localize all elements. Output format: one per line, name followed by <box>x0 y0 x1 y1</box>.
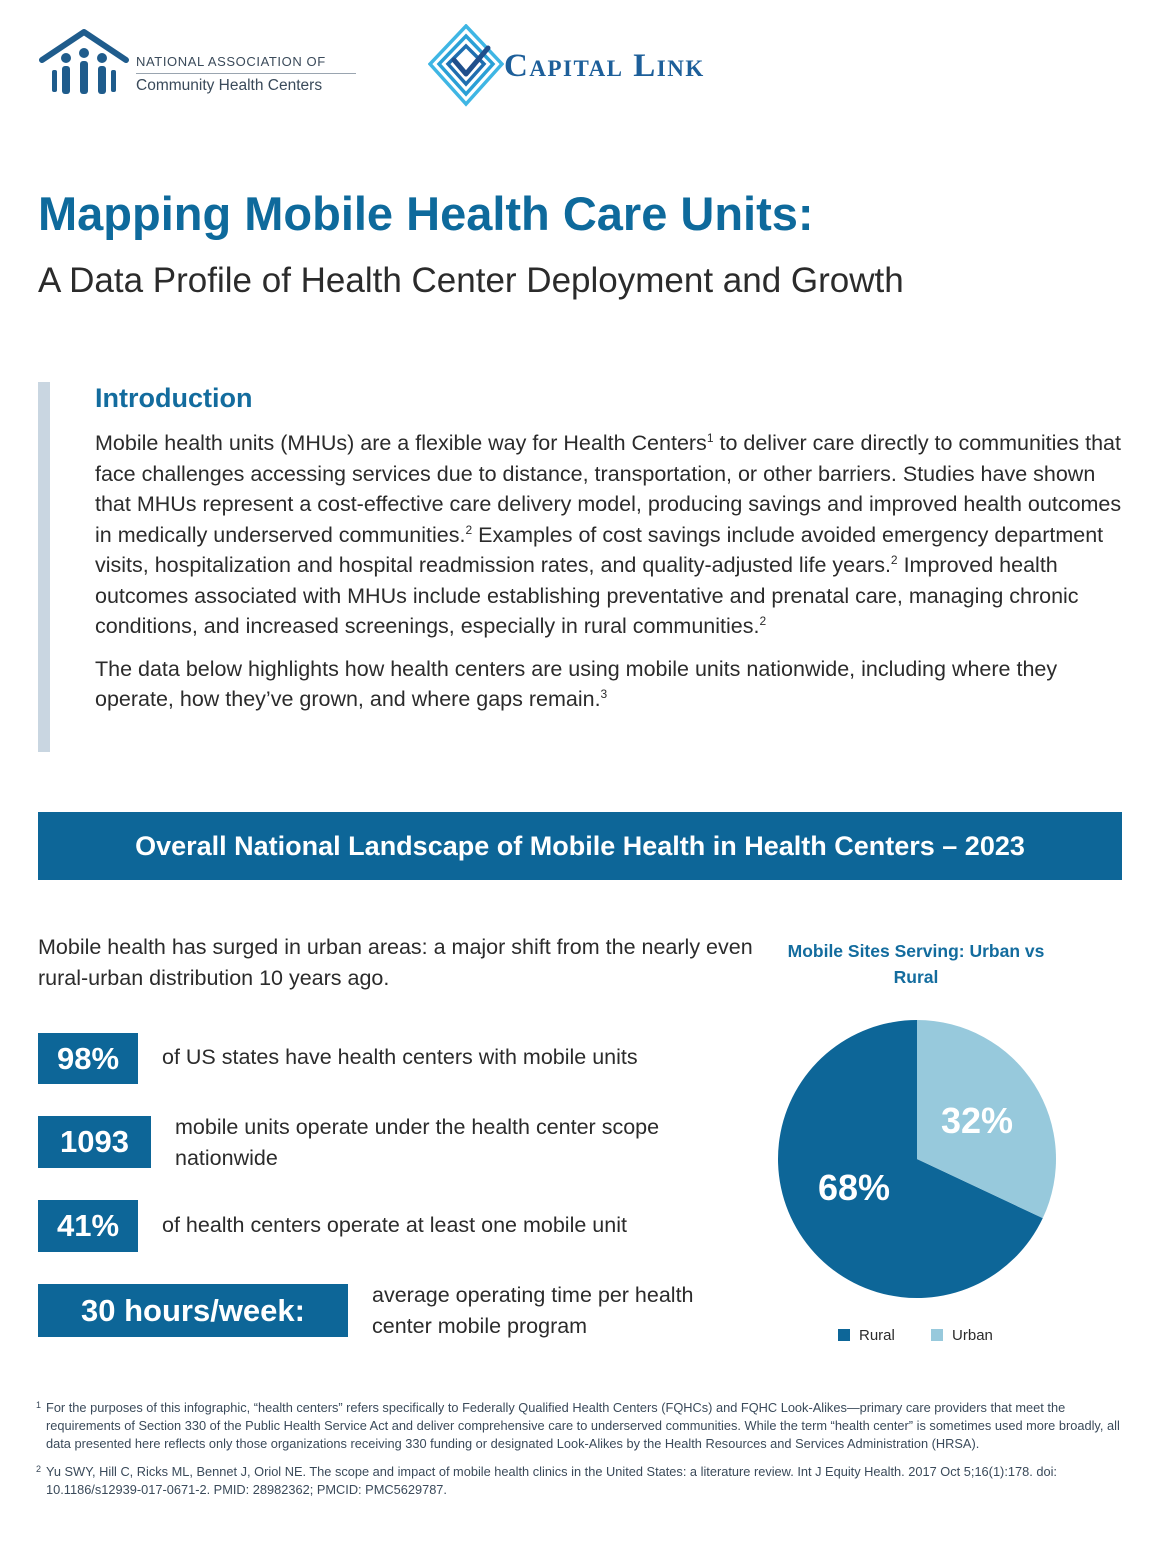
stat-value-centers: 41% <box>38 1200 138 1252</box>
stat-text-units: mobile units operate under the health center scope nationwide <box>175 1115 660 1170</box>
page-title: Mapping Mobile Health Care Units: <box>38 187 814 240</box>
legend-item-urban: Urban <box>931 1327 993 1344</box>
pie-label-urban: 32% <box>941 1100 1014 1141</box>
page-subtitle: A Data Profile of Health Center Deployment and Growth <box>38 261 904 300</box>
footnote-1 <box>36 1399 1126 1453</box>
stat-value-hours: 30 hours/week: <box>38 1284 348 1337</box>
chart-legend <box>838 1327 1025 1344</box>
introduction-paragraph-2: The data below highlights how health centers are using mobile units nationwide, including where they operate, how they’ve grown, and where gaps remain.$^3$ <box>95 656 1058 711</box>
pie-label-rural: 68% <box>818 1167 891 1208</box>
footnote-ref: 2 <box>890 552 898 567</box>
introduction-paragraph-1: Mobile health units (MHUs) are a flexible way for Health Centers$^1$ to deliver care directly to communities that face challenges accessing services due to distance, transportation, or other barriers. Studies have shown that MHUs represent a cost-effective care delivery model, producing savings and improved health outcomes in medically underserved communities.$^2$ Examples of cost savings include avoided emergency department visits, hospitalization and hospital readmission rates, and quality-adjusted life years.$^2$ Improved health outcomes associated with MHUs include establishing preventative and prenatal care, managing chronic conditions, and increased screenings, especially in rural communities.$^2$ <box>95 430 1122 638</box>
stat-text-states: of US states have health centers with mobile units <box>162 1045 638 1069</box>
introduction-section <box>95 380 1135 727</box>
footnote-mark: 1 <box>36 1400 42 1410</box>
footnote-ref: 2 <box>465 522 473 537</box>
footnote-text: Yu SWY, Hill C, Ricks ML, Bennet J, Oriol NE. The scope and impact of mobile health clinics in the United States: a literature review. Int J Equity Health. 2017 Oct 5;16(1):178. doi: 10.1186/s12939-017-0671-2. PMID: 28982362; PMCID: PMC5629787. <box>46 1464 1057 1497</box>
footnote-mark: 2 <box>36 1464 42 1474</box>
chart-title: Mobile Sites Serving: Urban vs Rural <box>787 941 1045 987</box>
stat-value-units: 1093 <box>38 1116 151 1168</box>
divider <box>136 73 356 74</box>
legend-swatch-rural <box>838 1329 850 1341</box>
legend-swatch-urban <box>931 1329 943 1341</box>
introduction-heading: Introduction <box>95 383 253 413</box>
section-banner <box>38 812 1122 880</box>
stat-text-hours: average operating time per health center mobile program <box>372 1283 694 1338</box>
footnote-ref: 3 <box>600 686 608 701</box>
footnote-text: For the purposes of this infographic, “health centers” refers specifically to Federally Qualified Health Centers (FQHCs) and FQHC Look-Alikes—primary care providers that meet the requirements of Section 330 of the Public Health Service Act and deliver comprehensive care to underserved communities. While the term “health center” is sometimes used more broadly, all data presented here reflects only those organizations receiving 330 funding or designated Look-Alikes by the Health Resources and Services Administration (HRSA). <box>46 1400 1120 1451</box>
nachc-logo <box>38 26 368 100</box>
stat-value-states: 98% <box>38 1033 138 1084</box>
footnote-2 <box>36 1463 1126 1499</box>
footnotes <box>36 1399 1126 1509</box>
nachc-name-line2: Community Health Centers <box>136 77 323 94</box>
capital-link-logo <box>428 24 788 108</box>
footnote-ref: 2 <box>759 613 767 628</box>
section-lead-text: Mobile health has surged in urban areas: a major shift from the nearly even rural-urban distribution 10 years ago. <box>38 935 753 990</box>
nachc-house-icon <box>38 26 130 100</box>
nachc-name-line1: NATIONAL ASSOCIATION OF <box>136 54 326 69</box>
section-banner-title: Overall National Landscape of Mobile Health in Health Centers – 2023 <box>135 831 1025 861</box>
intro-accent-bar <box>38 382 50 752</box>
capital-link-diamond-icon <box>428 24 504 108</box>
footnote-ref: 1 <box>706 430 714 445</box>
capital-link-name: Capital Link <box>504 48 705 84</box>
stat-text-centers: of health centers operate at least one mobile unit <box>162 1213 627 1237</box>
legend-item-rural: Rural <box>838 1327 895 1344</box>
pie-chart <box>776 1018 1058 1300</box>
